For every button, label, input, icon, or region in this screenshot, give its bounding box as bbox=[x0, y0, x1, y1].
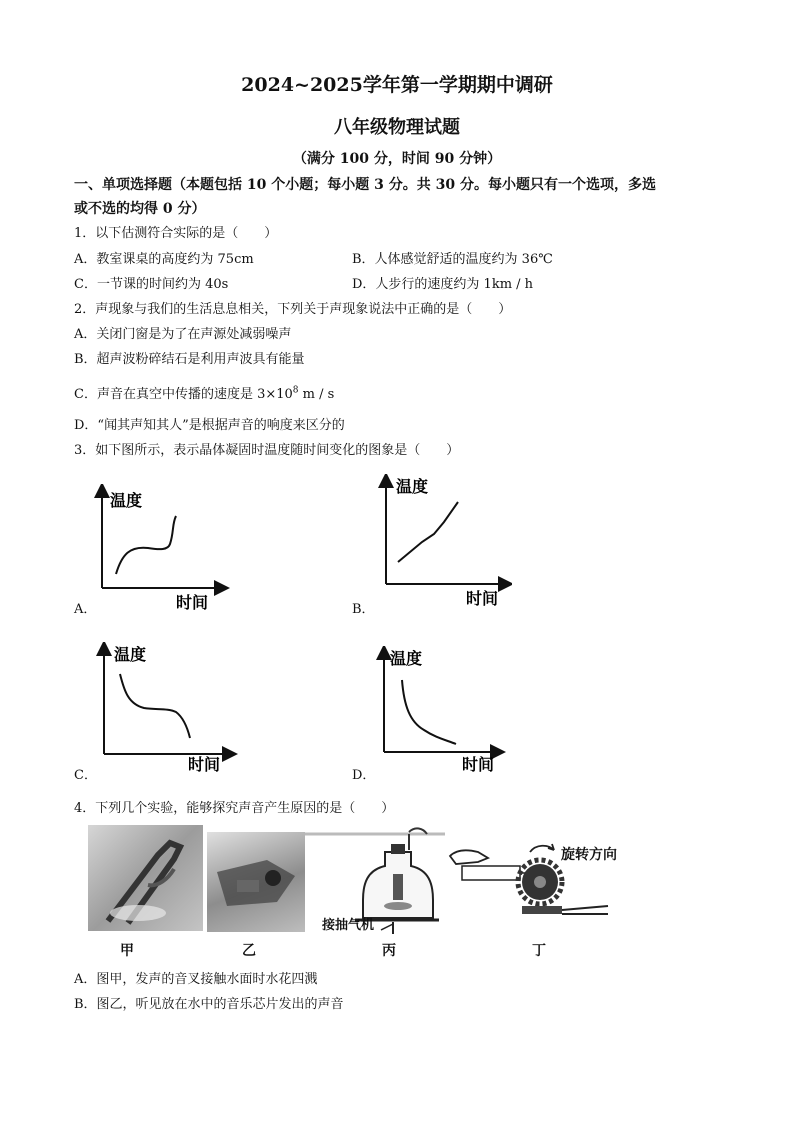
graph-b bbox=[372, 474, 512, 614]
gear-icon bbox=[518, 860, 562, 904]
exam-subject: 八年级物理试题 bbox=[334, 117, 460, 138]
q2-option-c-unit: m / s bbox=[298, 387, 335, 402]
bell-icon bbox=[393, 874, 403, 900]
q1-option-a: A．教室课桌的高度约为 75cm bbox=[74, 252, 254, 267]
photo-yi-music-chip bbox=[207, 832, 305, 932]
fig-label-ding: 丁 bbox=[532, 943, 546, 959]
graph-c-label: C． bbox=[74, 768, 97, 783]
q2-option-d: D．“闻其声知其人”是根据声音的响度来区分的 bbox=[74, 418, 345, 433]
q2-option-c-exponent: 8 bbox=[292, 385, 299, 396]
q4-option-b: B．图乙，听见放在水中的音乐芯片发出的声音 bbox=[74, 997, 344, 1012]
q1-option-c: C．一节课的时间约为 40s bbox=[74, 277, 229, 292]
graph-c-ylabel: 温度 bbox=[114, 645, 147, 664]
q4-option-a: A．图甲，发声的音叉接触水面时水花四溅 bbox=[74, 972, 318, 987]
graph-d bbox=[372, 646, 512, 776]
q2-stem: 2．声现象与我们的生活息息相关，下列关于声现象说法中正确的是（ ） bbox=[74, 302, 512, 317]
graph-a-curve bbox=[116, 516, 176, 574]
card-icon bbox=[462, 866, 520, 880]
q2-option-c-text: C．声音在真空中传播的速度是 3×10 bbox=[74, 387, 293, 402]
rotate-direction-label: 旋转方向 bbox=[561, 847, 617, 863]
photo-jia-tuning-fork bbox=[88, 825, 203, 931]
q2-option-a: A．关闭门窗是为了在声源处减弱噪声 bbox=[74, 327, 292, 342]
q1-option-b: B．人体感觉舒适的温度约为 36℃ bbox=[352, 252, 553, 267]
pump-label: 接抽气机 bbox=[322, 918, 375, 933]
score-time: （满分 100 分，时间 90 分钟） bbox=[292, 151, 502, 167]
graph-d-xlabel: 时间 bbox=[462, 755, 495, 774]
q4-stem: 4．下列几个实验，能够探究声音产生原因的是（ ） bbox=[74, 801, 395, 816]
fig-label-yi: 乙 bbox=[242, 943, 256, 959]
graph-b-ylabel: 温度 bbox=[396, 477, 429, 496]
graph-a-label: A． bbox=[74, 602, 97, 617]
graph-c bbox=[90, 642, 240, 776]
graph-a-xlabel: 时间 bbox=[176, 593, 209, 612]
exam-title: 2024~2025学年第一学期期中调研 bbox=[241, 74, 553, 96]
graph-b-curve bbox=[398, 502, 458, 562]
fig-label-jia: 甲 bbox=[120, 943, 134, 959]
graph-d-curve bbox=[402, 680, 456, 744]
tuning-fork-icon bbox=[88, 825, 203, 931]
q1-stem: 1．以下估测符合实际的是（ ） bbox=[74, 226, 278, 241]
music-chip-icon bbox=[207, 832, 305, 932]
graph-a bbox=[90, 484, 230, 614]
q2-option-c bbox=[74, 383, 334, 402]
graph-b-label: B． bbox=[352, 602, 375, 617]
graph-b-xlabel: 时间 bbox=[466, 589, 499, 608]
graph-c-xlabel: 时间 bbox=[188, 755, 221, 774]
q2-option-b: B．超声波粉碎结石是利用声波具有能量 bbox=[74, 352, 305, 367]
q1-option-d: D．人步行的速度约为 1km / h bbox=[352, 277, 534, 292]
graph-a-ylabel: 温度 bbox=[110, 491, 143, 510]
hand-icon bbox=[450, 850, 488, 864]
graph-d-label: D． bbox=[352, 768, 376, 783]
fig-label-bing: 丙 bbox=[382, 943, 396, 959]
graph-d-ylabel: 温度 bbox=[390, 649, 423, 668]
q3-stem: 3．如下图所示，表示晶体凝固时温度随时间变化的图象是（ ） bbox=[74, 443, 460, 458]
section-heading-line2: 或不选的均得 0 分） bbox=[74, 201, 206, 217]
graph-c-curve bbox=[120, 674, 190, 738]
section-heading-line1: 一、单项选择题（本题包括 10 个小题；每小题 3 分。共 30 分。每小题只有一个选项，多选 bbox=[74, 177, 656, 193]
